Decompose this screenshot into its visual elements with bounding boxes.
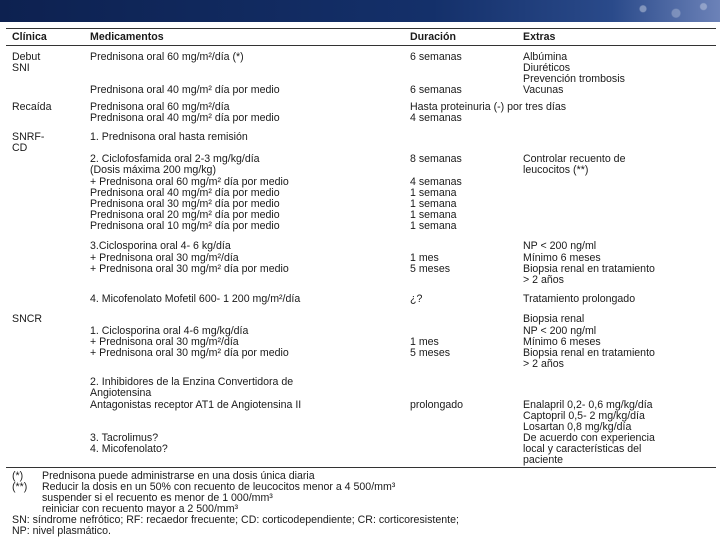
abbreviations-1: SN: síndrome nefrótico; RF: recaedor frecuente; CD: corticodependiente; CR: corticoresistente;	[12, 514, 459, 526]
snrf-med-2a: 2. Ciclofosfamida oral 2-3 mg/kg/día	[90, 153, 260, 165]
footnote-2a: Reducir la dosis en un 50% con recuento de leucocitos menor a 4 500/mm³	[42, 481, 396, 493]
clinica-snrf: SNRF-	[12, 131, 45, 143]
footnote-2b: suspender si el recuento es menor de 1 000/mm³	[42, 492, 273, 504]
abbreviations-2: NP: nivel plasmático.	[12, 525, 111, 537]
debut-med-1: Prednisona oral 60 mg/m²/día (*)	[90, 51, 244, 63]
sncr-extra-1c: Biopsia renal en tratamiento	[523, 347, 655, 359]
header-duracion: Duración	[410, 31, 456, 43]
clinica-debut: Debut	[12, 51, 41, 63]
sncr-extra-2c: Losartan 0,8 mg/kg/día	[523, 421, 632, 433]
sncr-extra-3a: De acuerdo con experiencia	[523, 432, 655, 444]
snrf-dur-2c: 4 semanas	[410, 176, 462, 188]
sncr-med-4: 4. Micofenolato?	[90, 443, 168, 455]
snrf-extra-3a: NP < 200 ng/ml	[523, 240, 597, 252]
snrf-med-2f: Prednisona oral 20 mg/m² día por medio	[90, 209, 280, 221]
debut-extra-1: Albúmina	[523, 51, 568, 63]
sncr-med-1c: + Prednisona oral 30 mg/m² día por medio	[90, 347, 289, 359]
snrf-med-2d: Prednisona oral 40 mg/m² día por medio	[90, 187, 280, 199]
footnote-2-mark: (**)	[12, 481, 28, 493]
snrf-dur-2e: 1 semana	[410, 198, 457, 210]
sncr-med-2a: 2. Inhibidores de la Enzina Convertidora de	[90, 376, 294, 388]
clinica-sni: SNI	[12, 62, 30, 74]
sncr-extra-1a: NP < 200 ng/ml	[523, 325, 597, 337]
header-clinica: Clínica	[12, 31, 47, 43]
snrf-med-2c: + Prednisona oral 60 mg/m² día por medio	[90, 176, 289, 188]
sncr-dur-2c: prolongado	[410, 399, 464, 411]
snrf-extra-3c: Biopsia renal en tratamiento	[523, 263, 655, 275]
clinica-cd: CD	[12, 142, 28, 154]
recaida-med-2: Prednisona oral 40 mg/m² día por medio	[90, 112, 280, 124]
snrf-extra-3d: > 2 años	[523, 274, 564, 286]
debut-extra-4: Vacunas	[523, 84, 564, 96]
snrf-med-3b: + Prednisona oral 30 mg/m²/día	[90, 252, 239, 264]
snrf-med-4: 4. Micofenolato Mofetil 600- 1 200 mg/m²/día	[90, 293, 301, 305]
sncr-dur-1b: 1 mes	[410, 336, 439, 348]
snrf-extra-2a: Controlar recuento de	[523, 153, 626, 165]
snrf-extra-3b: Mínimo 6 meses	[523, 252, 601, 264]
snrf-dur-3c: 5 meses	[410, 263, 451, 275]
sncr-extra-3b: local y características del	[523, 443, 642, 455]
sncr-dur-1c: 5 meses	[410, 347, 451, 359]
snrf-extra-4: Tratamiento prolongado	[523, 293, 636, 305]
header-bottom-rule	[6, 45, 716, 46]
sncr-extra-0: Biopsia renal	[523, 313, 585, 325]
table-bottom-rule	[6, 467, 716, 468]
debut-extra-2: Diuréticos	[523, 62, 571, 74]
recaida-med-1: Prednisona oral 60 mg/m²/día	[90, 101, 230, 113]
snrf-med-3c: + Prednisona oral 30 mg/m² día por medio	[90, 263, 289, 275]
sncr-extra-1b: Mínimo 6 meses	[523, 336, 601, 348]
snrf-dur-2g: 1 semana	[410, 220, 457, 232]
treatment-table-document	[0, 22, 720, 540]
sncr-med-1a: 1. Ciclosporina oral 4-6 mg/kg/día	[90, 325, 249, 337]
snrf-dur-2d: 1 semana	[410, 187, 457, 199]
header-medicamentos: Medicamentos	[90, 31, 164, 43]
snrf-dur-4: ¿?	[410, 293, 423, 305]
debut-med-2: Prednisona oral 40 mg/m² día por medio	[90, 84, 280, 96]
snrf-dur-3b: 1 mes	[410, 252, 439, 264]
snrf-dur-2a: 8 semanas	[410, 153, 462, 165]
sncr-extra-2b: Captopril 0,5- 2 mg/kg/día	[523, 410, 645, 422]
sncr-med-2c: Antagonistas receptor AT1 de Angiotensina II	[90, 399, 302, 411]
sncr-extra-3c: paciente	[523, 454, 564, 466]
snrf-med-2e: Prednisona oral 30 mg/m² día por medio	[90, 198, 280, 210]
sncr-med-2b: Angiotensina	[90, 387, 152, 399]
recaida-dur-1: Hasta proteinuria (-) por tres días	[410, 101, 567, 113]
sncr-med-3: 3. Tacrolimus?	[90, 432, 159, 444]
snrf-med-3a: 3.Ciclosporina oral 4- 6 kg/día	[90, 240, 231, 252]
debut-dur-1: 6 semanas	[410, 51, 462, 63]
header-extras: Extras	[523, 31, 556, 43]
snrf-dur-2f: 1 semana	[410, 209, 457, 221]
snrf-med-2g: Prednisona oral 10 mg/m² día por medio	[90, 220, 280, 232]
table-top-rule	[6, 28, 716, 29]
recaida-dur-2: 4 semanas	[410, 112, 462, 124]
debut-dur-2: 6 semanas	[410, 84, 462, 96]
debut-extra-3: Prevención trombosis	[523, 73, 625, 85]
footnote-2c: reiniciar con recuento mayor a 2 500/mm³	[42, 503, 239, 515]
title-banner	[0, 0, 720, 22]
snrf-extra-2b: leucocitos (**)	[523, 164, 589, 176]
sncr-med-1b: + Prednisona oral 30 mg/m²/día	[90, 336, 239, 348]
banner-decoration	[610, 0, 720, 22]
clinica-sncr: SNCR	[12, 313, 43, 325]
footnote-1-mark: (*)	[12, 470, 24, 482]
sncr-extra-1d: > 2 años	[523, 358, 564, 370]
footnote-1: Prednisona puede administrarse en una dosis única diaria	[42, 470, 315, 482]
clinica-recaida: Recaída	[12, 101, 52, 113]
sncr-extra-2a: Enalapril 0,2- 0,6 mg/kg/día	[523, 399, 653, 411]
snrf-med-2b: (Dosis máxima 200 mg/kg)	[90, 164, 216, 176]
snrf-med-1: 1. Prednisona oral hasta remisión	[90, 131, 248, 143]
